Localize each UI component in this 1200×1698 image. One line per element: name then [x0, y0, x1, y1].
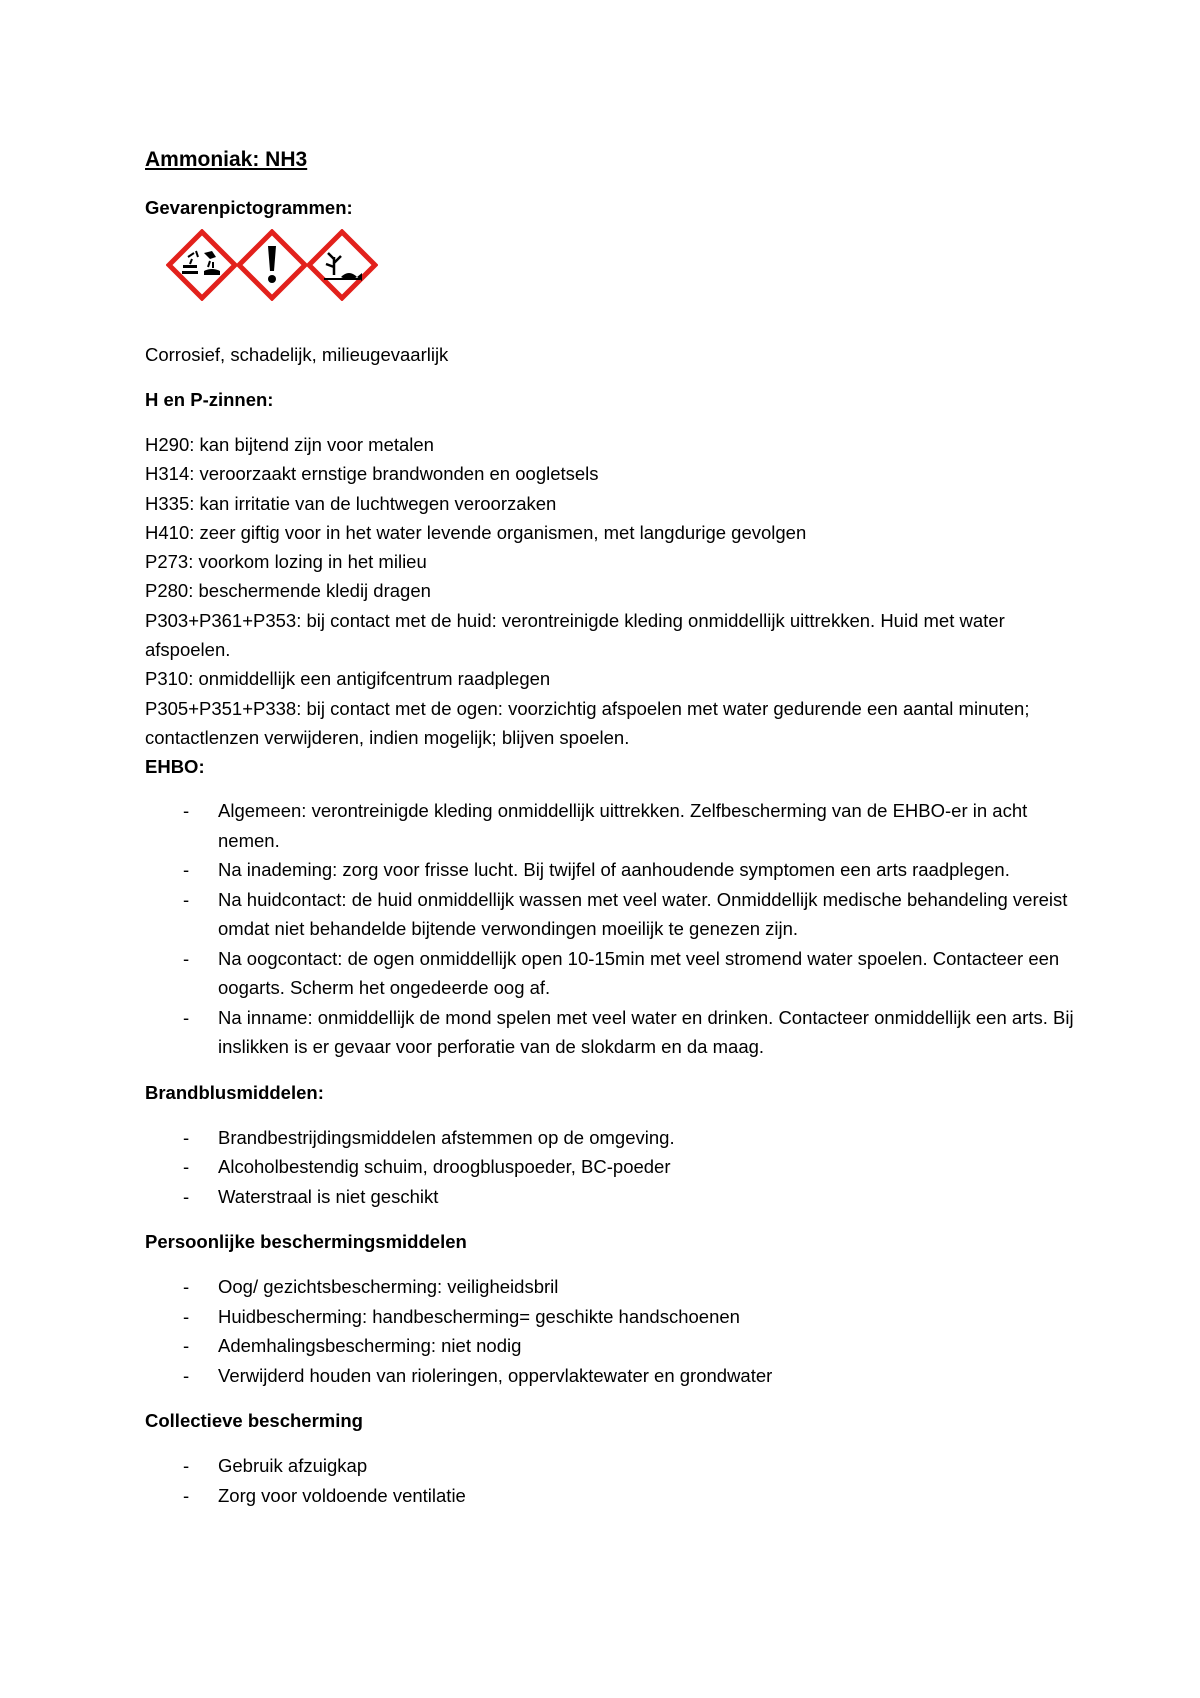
- list-item: [145, 855, 1080, 885]
- fire-list: [145, 1123, 1080, 1212]
- list-dash: -: [183, 1484, 190, 1506]
- list-item-text: Algemeen: verontreinigde kleding onmiddellijk uittrekken. Zelfbescherming van de EHBO-er in acht nemen.: [218, 800, 1028, 851]
- ppe-list: [145, 1272, 1080, 1390]
- hp-line: H290: kan bijtend zijn voor metalen: [145, 434, 434, 455]
- list-dash: -: [183, 1276, 190, 1298]
- hp-heading: H en P-zinnen:: [145, 389, 274, 410]
- list-item-text: Ademhalingsbescherming: niet nodig: [218, 1335, 522, 1357]
- pictogram-heading: Gevarenpictogrammen:: [145, 197, 353, 218]
- hp-line: H335: kan irritatie van de luchtwegen veroorzaken: [145, 492, 557, 514]
- hp-line: H314: veroorzaakt ernstige brandwonden en oogletsels: [145, 463, 599, 485]
- list-item: [145, 796, 1080, 855]
- list-item-text: Verwijderd houden van rioleringen, oppervlaktewater en grondwater: [218, 1364, 773, 1386]
- exclamation-mark-icon: [236, 229, 308, 301]
- list-item: [145, 1003, 1080, 1062]
- hp-line: P303+P361+P353: bij contact met de huid: verontreinigde kleding onmiddellijk uittrekken. Huid met water afspoelen.: [145, 609, 1005, 661]
- list-dash: -: [183, 800, 190, 822]
- collective-list: [145, 1451, 1080, 1510]
- page-title: Ammoniak: NH3: [145, 148, 308, 171]
- list-dash: -: [183, 1006, 190, 1028]
- list-item-text: Na inademing: zorg voor frisse lucht. Bij twijfel of aanhoudende symptomen een arts raadplegen.: [218, 859, 1010, 881]
- ppe-heading: Persoonlijke beschermingsmiddelen: [145, 1231, 467, 1253]
- corrosion-icon: [166, 229, 238, 301]
- list-item-text: Na huidcontact: de huid onmiddellijk wassen met veel water. Onmiddellijk medische behandeling vereist omdat niet behandelde bijtende verwondingen moeilijk te genezen zijn.: [218, 888, 1068, 940]
- pictogram-caption: Corrosief, schadelijk, milieugevaarlijk: [145, 344, 449, 365]
- ehbo-heading: EHBO:: [145, 756, 205, 778]
- list-item-text: Zorg voor voldoende ventilatie: [218, 1484, 466, 1506]
- hp-line: H410: zeer giftig voor in het water levende organismen, met langdurige gevolgen: [145, 521, 807, 543]
- list-item-text: Waterstraal is niet geschikt: [218, 1185, 439, 1207]
- fire-heading: Brandblusmiddelen:: [145, 1081, 324, 1103]
- environment-icon: [306, 229, 378, 301]
- list-dash: -: [183, 947, 190, 969]
- list-item-text: Gebruik afzuigkap: [218, 1455, 368, 1477]
- list-item-text: Huidbescherming: handbescherming= geschikte handschoenen: [218, 1305, 740, 1327]
- list-dash: -: [183, 859, 190, 881]
- ehbo-list: [145, 796, 1080, 1062]
- list-item: [145, 1182, 1080, 1212]
- list-item: [145, 1302, 1080, 1332]
- list-item-text: Oog/ gezichtsbescherming: veiligheidsbril: [218, 1276, 559, 1298]
- list-dash: -: [183, 888, 190, 910]
- list-item: [145, 1451, 1080, 1481]
- list-item: [145, 1481, 1080, 1511]
- list-dash: -: [183, 1455, 190, 1477]
- list-item: [145, 885, 1080, 944]
- hp-line: P305+P351+P338: bij contact met de ogen: voorzichtig afspoelen met water gedurende een aantal minuten; contactlenzen verwijderen, indien mogelijk; blijven spoelen.: [145, 697, 1030, 748]
- list-item: [145, 1361, 1080, 1391]
- list-dash: -: [183, 1185, 190, 1207]
- hp-line: P273: voorkom lozing in het milieu: [145, 551, 427, 573]
- list-item-text: Alcoholbestendig schuim, droogbluspoeder, BC-poeder: [218, 1156, 671, 1178]
- hp-statements: [145, 430, 1080, 752]
- list-item: [145, 1272, 1080, 1302]
- list-item: [145, 944, 1080, 1003]
- list-item: [145, 1331, 1080, 1361]
- hp-line: P310: onmiddellijk een antigifcentrum raadplegen: [145, 668, 551, 690]
- hazard-pictograms: [145, 229, 1080, 319]
- list-item-text: Brandbestrijdingsmiddelen afstemmen op de omgeving.: [218, 1126, 675, 1148]
- list-item-text: Na oogcontact: de ogen onmiddellijk open 10-15min met veel stromend water spoelen. Contacteer een oogarts. Scherm het ongedeerde oog af.: [218, 947, 1060, 999]
- list-item: [145, 1152, 1080, 1182]
- list-dash: -: [183, 1335, 190, 1357]
- list-item-text: Na inname: onmiddellijk de mond spelen met veel water en drinken. Contacteer onmiddellijk een arts. Bij inslikken is er gevaar voor perforatie van de slokdarm en da maag.: [218, 1006, 1074, 1058]
- list-item: [145, 1123, 1080, 1153]
- list-dash: -: [183, 1156, 190, 1178]
- list-dash: -: [183, 1126, 190, 1148]
- hp-line: P280: beschermende kledij dragen: [145, 580, 431, 602]
- collective-heading: Collectieve bescherming: [145, 1410, 363, 1432]
- list-dash: -: [183, 1364, 190, 1386]
- list-dash: -: [183, 1305, 190, 1327]
